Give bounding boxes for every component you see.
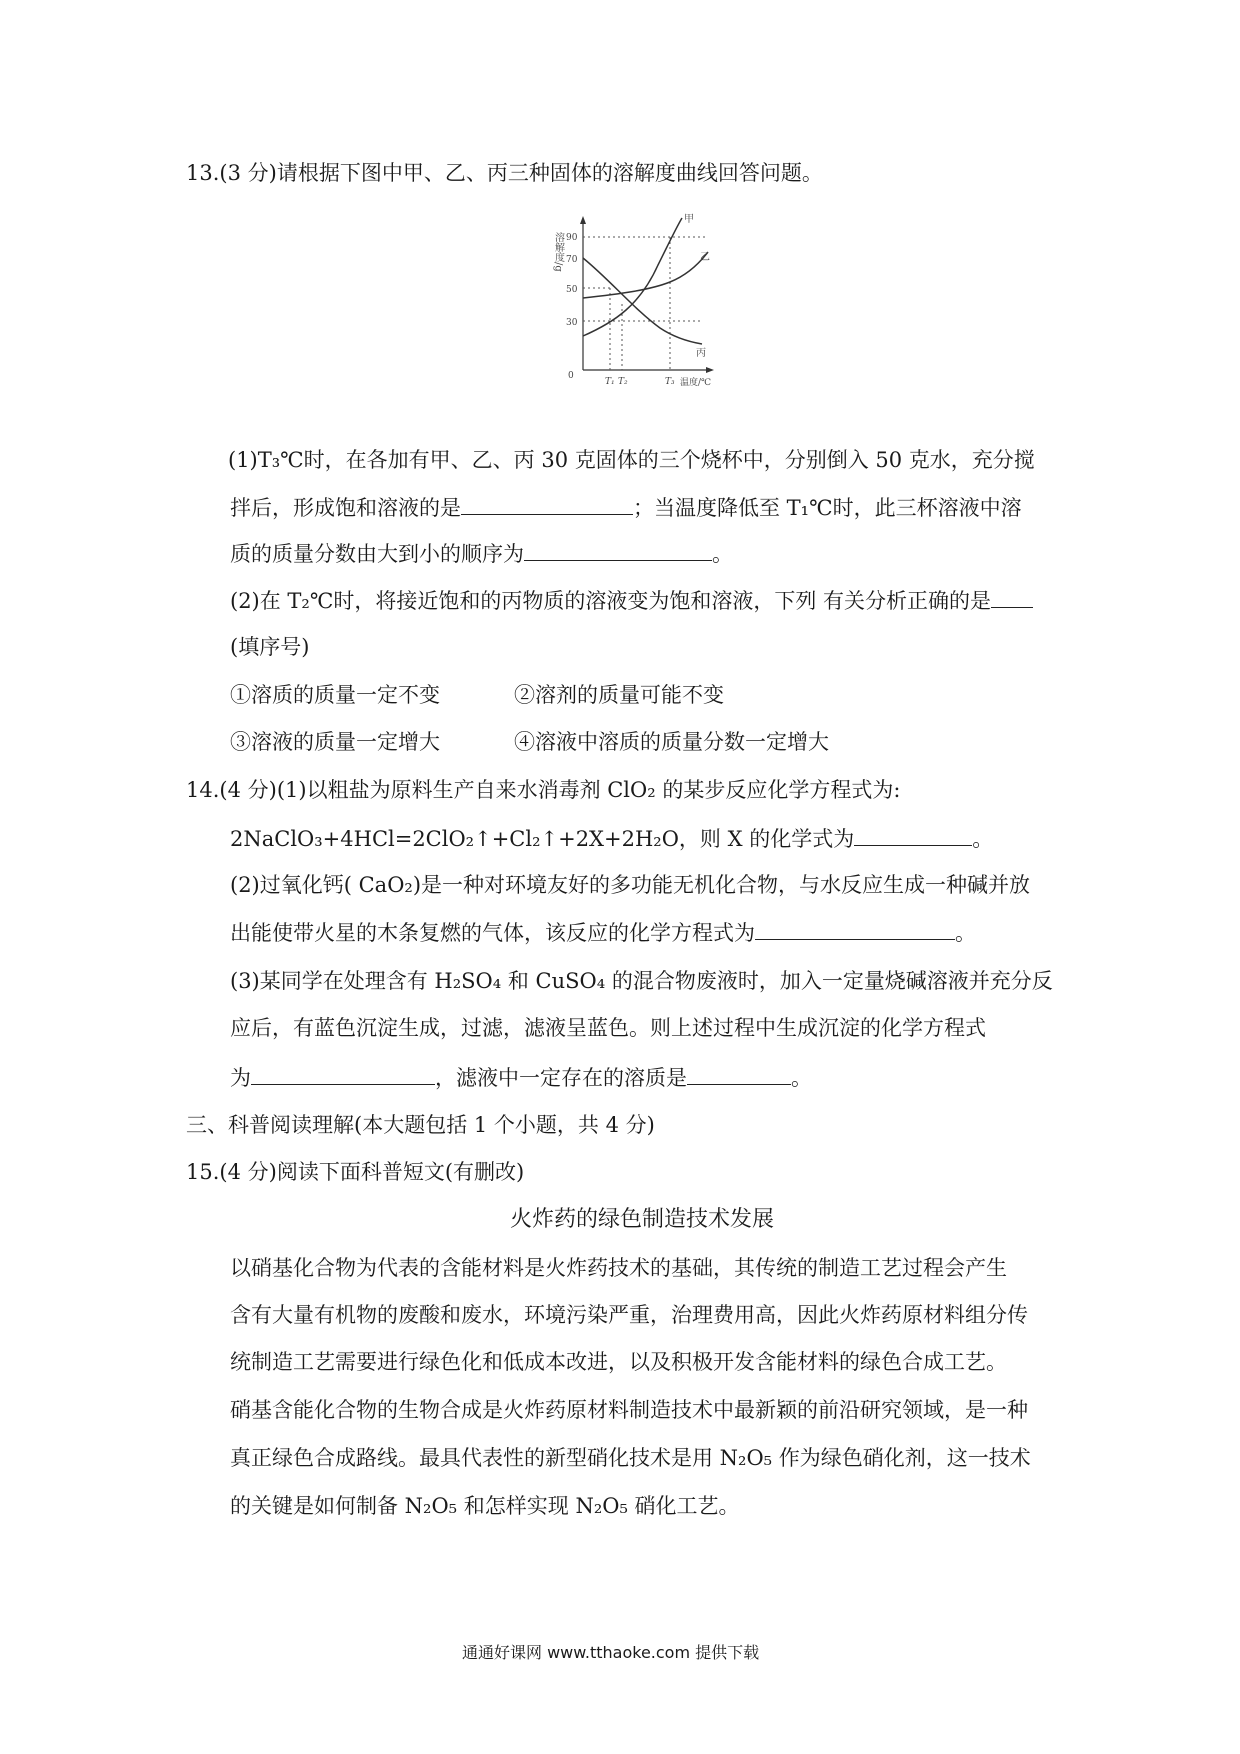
y-tick-label: 30 — [566, 318, 578, 328]
q14-part2-text: 。 — [955, 921, 976, 945]
q13-part1-line3 — [230, 538, 733, 569]
q14-part3-line3 — [230, 1062, 812, 1093]
y-axis-label: 溶解度/g — [552, 232, 564, 272]
q14-equation-end: 。 — [972, 827, 994, 851]
answer-blank[interactable] — [755, 917, 955, 940]
q13-part2-text: (2)在 T₂℃时，将接近饱和的丙物质的溶液变为饱和溶液，下列 有关分析正确的是 — [230, 589, 992, 613]
q14-part3-text: 为 — [230, 1066, 251, 1090]
series-jia-curve — [583, 218, 682, 336]
x-axis-label: 温度/℃ — [680, 378, 712, 388]
q13-part1-text: 。 — [712, 542, 733, 566]
x-tick-label: T₃ — [665, 377, 675, 387]
q14-part2-line1: (2)过氧化钙( CaO₂)是一种对环境友好的多功能无机化合物，与水反应生成一种碱并放 — [230, 873, 1031, 897]
article-line-1: 以硝基化合物为代表的含能材料是火炸药技术的基础，其传统的制造工艺过程会产生 — [230, 1256, 1007, 1280]
q14-stem: 14.(4 分)(1)以粗盐为原料生产自来水消毒剂 ClO₂ 的某步反应化学方程式为: — [186, 778, 901, 802]
article-line-3: 统制造工艺需要进行绿色化和低成本改进，以及积极开发含能材料的绿色合成工艺。 — [230, 1350, 1007, 1374]
series-label-jia: 甲 — [684, 214, 694, 225]
solubility-chart — [510, 210, 720, 390]
article-line-2: 含有大量有机物的废酸和废水，环境污染严重，治理费用高，因此火炸药原材料组分传 — [230, 1303, 1028, 1327]
article-line-5: 真正绿色合成路线。最具代表性的新型硝化技术是用 N₂O₅ 作为绿色硝化剂，这一技术 — [230, 1446, 1031, 1470]
series-label-yi: 乙 — [700, 252, 710, 263]
q14-part2-line2 — [230, 917, 976, 948]
q13-option-3: ③溶液的质量一定增大 — [230, 730, 440, 754]
q15-stem: 15.(4 分)阅读下面科普短文(有删改) — [186, 1160, 525, 1184]
answer-blank[interactable] — [991, 585, 1033, 608]
q14-part3-text: 。 — [791, 1066, 812, 1090]
answer-blank[interactable] — [251, 1062, 435, 1085]
section-heading: 三、科普阅读理解(本大题包括 1 个小题，共 4 分) — [186, 1113, 655, 1137]
y-tick-label: 90 — [566, 233, 578, 243]
q14-equation-line — [230, 823, 993, 854]
answer-blank[interactable] — [687, 1062, 791, 1085]
y-axis-arrow — [580, 216, 586, 224]
page-footer: 通通好课网 www.tthaoke.com 提供下载 — [462, 1643, 760, 1662]
q14-part3-text: ，滤液中一定存在的溶质是 — [435, 1066, 687, 1090]
q14-part3-line2: 应后，有蓝色沉淀生成，过滤，滤液呈蓝色。则上述过程中生成沉淀的化学方程式 — [230, 1016, 986, 1040]
q13-part1-text: ；当温度降低至 T₁℃时，此三杯溶液中溶 — [633, 496, 1022, 520]
q13-part1-text: 拌后，形成饱和溶液的是 — [230, 496, 461, 520]
series-bing-curve — [583, 258, 702, 344]
article-line-6: 的关键是如何制备 N₂O₅ 和怎样实现 N₂O₅ 硝化工艺。 — [230, 1494, 740, 1518]
article-line-4: 硝基含能化合物的生物合成是火炸药原材料制造技术中最新颖的前沿研究领域，是一种 — [230, 1398, 1028, 1422]
q13-option-2: ②溶剂的质量可能不变 — [514, 683, 724, 707]
x-axis-arrow — [706, 367, 714, 373]
q13-option-4: ④溶液中溶质的质量分数一定增大 — [514, 730, 829, 754]
q13-option-1: ①溶质的质量一定不变 — [230, 683, 440, 707]
answer-blank[interactable] — [854, 823, 972, 846]
q13-part2-line1 — [230, 585, 1033, 616]
q14-part2-text: 出能使带火星的木条复燃的气体，该反应的化学方程式为 — [230, 921, 755, 945]
series-label-bing: 丙 — [696, 348, 706, 359]
y-tick-label: 50 — [566, 285, 578, 295]
answer-blank[interactable] — [524, 538, 712, 561]
q13-stem: 13.(3 分)请根据下图中甲、乙、丙三种固体的溶解度曲线回答问题。 — [186, 161, 823, 185]
x-tick-label: T₁ — [605, 377, 615, 387]
q13-part1-line2 — [230, 492, 1022, 523]
article-title: 火炸药的绿色制造技术发展 — [510, 1207, 775, 1232]
y-tick-label: 0 — [568, 371, 574, 381]
q14-equation: 2NaClO₃+4HCl=2ClO₂↑+Cl₂↑+2X+2H₂O，则 X 的化学式为 — [230, 827, 855, 851]
x-tick-label: T₂ — [618, 377, 628, 387]
q14-part3-line1: (3)某同学在处理含有 H₂SO₄ 和 CuSO₄ 的混合物废液时，加入一定量烧碱溶液并充分反 — [230, 969, 1053, 993]
answer-blank[interactable] — [461, 492, 633, 515]
q13-part1-line1: (1)T₃℃时，在各加有甲、乙、丙 30 克固体的三个烧杯中，分别倒入 50 克水，充分搅 — [228, 448, 1035, 472]
y-tick-label: 70 — [566, 255, 578, 265]
q13-part1-text: 质的质量分数由大到小的顺序为 — [230, 542, 524, 566]
q13-part2-line2: (填序号) — [230, 635, 310, 659]
